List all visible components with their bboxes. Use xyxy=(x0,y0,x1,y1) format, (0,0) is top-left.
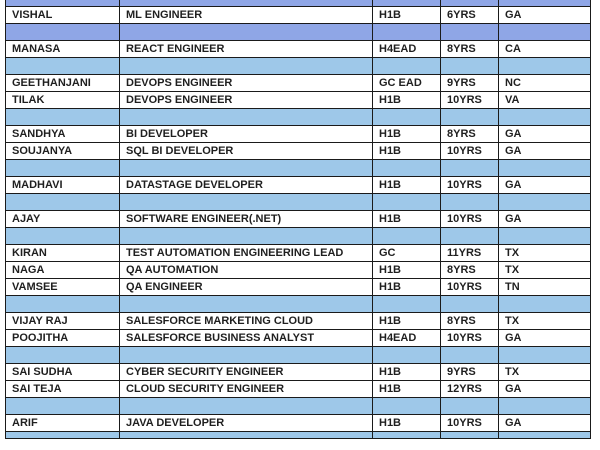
consultant-name-cell: NAGA xyxy=(6,262,120,279)
job-title-cell: REACT ENGINEER xyxy=(120,41,373,58)
state-cell: GA xyxy=(499,177,591,194)
consultant-name-cell: MADHAVI xyxy=(6,177,120,194)
separator-cell xyxy=(499,58,591,75)
separator-row xyxy=(6,160,591,177)
separator-cell xyxy=(441,160,499,177)
visa-status-cell: H1B xyxy=(373,7,441,24)
separator-cell xyxy=(373,160,441,177)
visa-status-cell: H1B xyxy=(373,279,441,296)
table-row xyxy=(6,143,591,160)
separator-cell xyxy=(6,58,120,75)
state-cell: NC xyxy=(499,75,591,92)
job-title-cell: QA AUTOMATION xyxy=(120,262,373,279)
visa-status-cell: H1B xyxy=(373,313,441,330)
separator-cell xyxy=(120,347,373,364)
separator-cell xyxy=(373,228,441,245)
table-row xyxy=(6,177,591,194)
separator-cell xyxy=(441,58,499,75)
separator-cell xyxy=(499,296,591,313)
separator-row xyxy=(6,58,591,75)
job-title-cell: SOFTWARE ENGINEER(.NET) xyxy=(120,211,373,228)
consultant-name-cell: POOJITHA xyxy=(6,330,120,347)
job-title-cell: DEVOPS ENGINEER xyxy=(120,75,373,92)
table-row xyxy=(6,364,591,381)
job-title-cell: DATASTAGE DEVELOPER xyxy=(120,177,373,194)
visa-status-cell: H1B xyxy=(373,211,441,228)
separator-cell xyxy=(499,24,591,41)
table-row xyxy=(6,381,591,398)
job-title-cell: SQL BI DEVELOPER xyxy=(120,143,373,160)
separator-row xyxy=(6,228,591,245)
state-cell: TX xyxy=(499,313,591,330)
table-row xyxy=(6,7,591,24)
separator-cell xyxy=(373,432,441,439)
job-title-cell: CLOUD SECURITY ENGINEER xyxy=(120,381,373,398)
table-row xyxy=(6,330,591,347)
visa-status-cell: H1B xyxy=(373,143,441,160)
visa-status-cell: H4EAD xyxy=(373,41,441,58)
visa-status-cell: H1B xyxy=(373,262,441,279)
separator-cell xyxy=(373,296,441,313)
job-title-cell: TEST AUTOMATION ENGINEERING LEAD xyxy=(120,245,373,262)
experience-cell: 10YRS xyxy=(441,92,499,109)
separator-cell xyxy=(6,296,120,313)
visa-status-cell: GC EAD xyxy=(373,75,441,92)
table-row xyxy=(6,92,591,109)
table-row xyxy=(6,313,591,330)
state-cell: GA xyxy=(499,7,591,24)
consultant-name-cell: SAI TEJA xyxy=(6,381,120,398)
separator-cell xyxy=(120,296,373,313)
state-cell: GA xyxy=(499,415,591,432)
consultant-name-cell: KIRAN xyxy=(6,245,120,262)
table-row xyxy=(6,262,591,279)
table-row xyxy=(6,279,591,296)
separator-row xyxy=(6,347,591,364)
visa-status-cell: GC xyxy=(373,245,441,262)
separator-cell xyxy=(499,432,591,439)
separator-cell xyxy=(6,432,120,439)
separator-cell xyxy=(6,347,120,364)
separator-row xyxy=(6,109,591,126)
job-title-cell: ML ENGINEER xyxy=(120,7,373,24)
consultant-name-cell: ARIF xyxy=(6,415,120,432)
experience-cell: 10YRS xyxy=(441,143,499,160)
visa-status-cell: H1B xyxy=(373,92,441,109)
separator-cell xyxy=(499,347,591,364)
visa-status-cell: H1B xyxy=(373,364,441,381)
separator-cell xyxy=(373,109,441,126)
separator-cell xyxy=(441,109,499,126)
separator-cell xyxy=(441,398,499,415)
separator-cell xyxy=(441,347,499,364)
separator-cell xyxy=(373,347,441,364)
state-cell: GA xyxy=(499,126,591,143)
separator-cell xyxy=(373,194,441,211)
table-row xyxy=(6,75,591,92)
experience-cell: 9YRS xyxy=(441,364,499,381)
state-cell: CA xyxy=(499,41,591,58)
experience-cell: 8YRS xyxy=(441,126,499,143)
experience-cell: 10YRS xyxy=(441,279,499,296)
visa-status-cell: H1B xyxy=(373,381,441,398)
consultant-name-cell: SANDHYA xyxy=(6,126,120,143)
separator-cell xyxy=(120,432,373,439)
state-cell: TX xyxy=(499,262,591,279)
table-row xyxy=(6,245,591,262)
separator-cell xyxy=(499,194,591,211)
separator-cell xyxy=(441,228,499,245)
visa-status-cell: H1B xyxy=(373,415,441,432)
visa-status-cell: H1B xyxy=(373,177,441,194)
visa-status-cell: H4EAD xyxy=(373,330,441,347)
separator-cell xyxy=(120,160,373,177)
job-title-cell: BI DEVELOPER xyxy=(120,126,373,143)
experience-cell: 10YRS xyxy=(441,330,499,347)
separator-cell xyxy=(499,160,591,177)
experience-cell: 8YRS xyxy=(441,262,499,279)
experience-cell: 6YRS xyxy=(441,7,499,24)
separator-cell xyxy=(499,228,591,245)
table-row xyxy=(6,211,591,228)
job-title-cell: DEVOPS ENGINEER xyxy=(120,92,373,109)
experience-cell: 10YRS xyxy=(441,211,499,228)
table-row xyxy=(6,126,591,143)
experience-cell: 11YRS xyxy=(441,245,499,262)
experience-cell: 12YRS xyxy=(441,381,499,398)
consultant-name-cell: VISHAL xyxy=(6,7,120,24)
state-cell: VA xyxy=(499,92,591,109)
job-title-cell: CYBER SECURITY ENGINEER xyxy=(120,364,373,381)
separator-row xyxy=(6,432,591,439)
table-body xyxy=(6,0,591,439)
separator-cell xyxy=(120,194,373,211)
separator-cell xyxy=(6,398,120,415)
consultant-hotlist-table xyxy=(5,0,591,439)
experience-cell: 8YRS xyxy=(441,41,499,58)
separator-cell xyxy=(120,109,373,126)
separator-cell xyxy=(120,228,373,245)
consultant-name-cell: TILAK xyxy=(6,92,120,109)
separator-cell xyxy=(499,109,591,126)
state-cell: GA xyxy=(499,381,591,398)
separator-cell xyxy=(499,398,591,415)
separator-cell xyxy=(373,24,441,41)
state-cell: TX xyxy=(499,245,591,262)
experience-cell: 10YRS xyxy=(441,177,499,194)
job-title-cell: QA ENGINEER xyxy=(120,279,373,296)
consultant-name-cell: VAMSEE xyxy=(6,279,120,296)
experience-cell: 9YRS xyxy=(441,75,499,92)
separator-cell xyxy=(6,160,120,177)
separator-row xyxy=(6,24,591,41)
separator-cell xyxy=(6,109,120,126)
consultant-name-cell: VIJAY RAJ xyxy=(6,313,120,330)
state-cell: TN xyxy=(499,279,591,296)
separator-cell xyxy=(373,398,441,415)
separator-cell xyxy=(441,296,499,313)
consultant-name-cell: SAI SUDHA xyxy=(6,364,120,381)
experience-cell: 8YRS xyxy=(441,313,499,330)
experience-cell: 10YRS xyxy=(441,415,499,432)
consultant-name-cell: AJAY xyxy=(6,211,120,228)
separator-cell xyxy=(373,58,441,75)
state-cell: GA xyxy=(499,330,591,347)
consultant-name-cell: SOUJANYA xyxy=(6,143,120,160)
consultant-name-cell: GEETHANJANI xyxy=(6,75,120,92)
state-cell: TX xyxy=(499,364,591,381)
consultant-name-cell: MANASA xyxy=(6,41,120,58)
separator-row xyxy=(6,194,591,211)
separator-cell xyxy=(6,24,120,41)
visa-status-cell: H1B xyxy=(373,126,441,143)
separator-cell xyxy=(441,194,499,211)
table-row xyxy=(6,41,591,58)
separator-cell xyxy=(120,398,373,415)
separator-row xyxy=(6,296,591,313)
separator-cell xyxy=(120,58,373,75)
separator-row xyxy=(6,398,591,415)
separator-cell xyxy=(120,24,373,41)
job-title-cell: SALESFORCE BUSINESS ANALYST xyxy=(120,330,373,347)
state-cell: GA xyxy=(499,143,591,160)
separator-cell xyxy=(6,194,120,211)
table-row xyxy=(6,415,591,432)
job-title-cell: SALESFORCE MARKETING CLOUD xyxy=(120,313,373,330)
job-title-cell: JAVA DEVELOPER xyxy=(120,415,373,432)
separator-cell xyxy=(6,228,120,245)
separator-cell xyxy=(441,432,499,439)
state-cell: GA xyxy=(499,211,591,228)
separator-cell xyxy=(441,24,499,41)
